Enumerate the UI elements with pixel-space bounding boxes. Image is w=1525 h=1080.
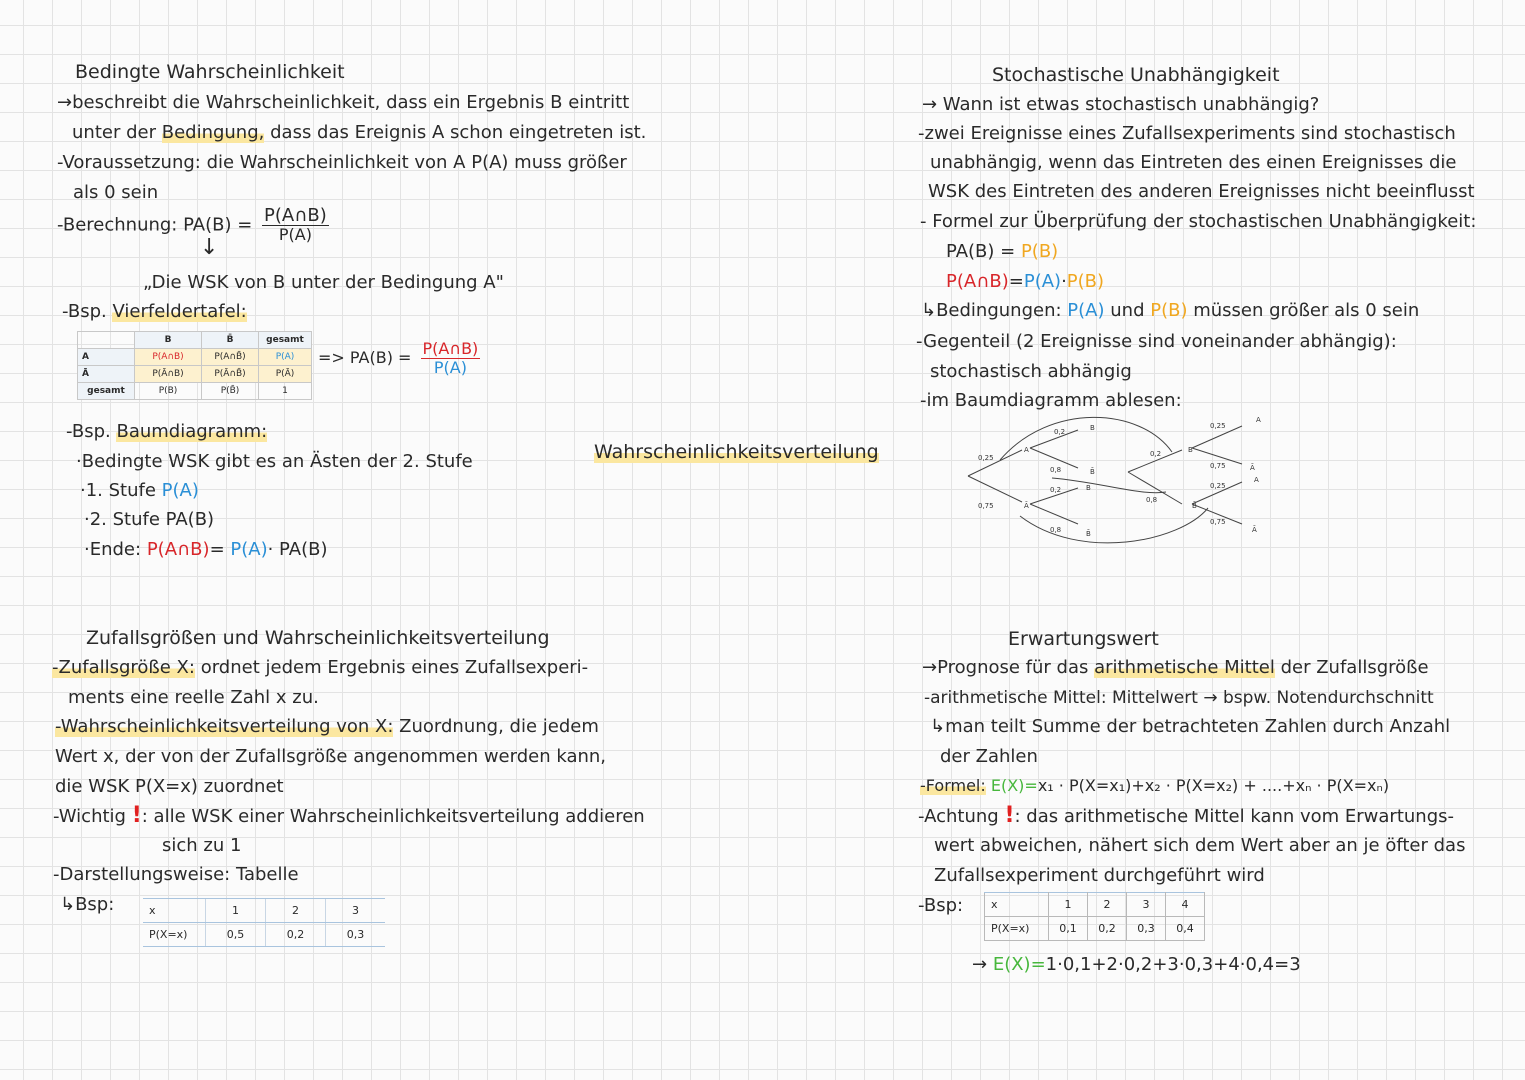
text-line: ↳Bsp: xyxy=(60,894,115,915)
text-line: ↳Bedingungen: P(A) und P(B) müssen größer als 0 sein xyxy=(921,300,1420,321)
tree-prob: 0,25 xyxy=(1210,422,1226,430)
formula-line: PA(B) = P(B) xyxy=(946,241,1059,262)
tree-prob: 0,2 xyxy=(1150,450,1162,458)
tree-node: A xyxy=(1024,446,1029,454)
text-line: -Bsp. Baumdiagramm: xyxy=(66,421,268,442)
tree-prob: 0,2 xyxy=(1054,428,1066,436)
warning-icon: ! xyxy=(1004,803,1015,828)
tree-prob: 0,2 xyxy=(1050,486,1062,494)
tree-prob: 0,75 xyxy=(1210,462,1226,470)
text-line: -Bsp. Vierfeldertafel: xyxy=(62,301,247,322)
section-title: Bedingte Wahrscheinlichkeit xyxy=(75,61,345,83)
tree-prob: 0,8 xyxy=(1146,496,1158,504)
tree-branch xyxy=(968,476,1022,502)
tree-node: B xyxy=(1086,484,1091,492)
text-line: ·1. Stufe P(A) xyxy=(80,480,199,501)
baumdiagramm-figure xyxy=(960,412,1280,544)
warning-icon: ! xyxy=(131,803,142,828)
text-line: WSK des Eintreten des anderen Ereignisses nicht beeinflusst xyxy=(928,181,1475,202)
formula-line: P(A∩B)=P(A)·P(B) xyxy=(946,271,1105,292)
arrow-down-icon: ↓ xyxy=(200,235,219,260)
text-line: als 0 sein xyxy=(73,182,159,203)
tree-node: A xyxy=(1254,476,1259,484)
text-line: -Voraussetzung: die Wahrscheinlichkeit von A P(A) muss größer xyxy=(57,152,627,173)
formula-line: -Formel: E(X)=x₁ · P(X=x₁)+x₂ · P(X=x₂) + ....+xₙ · P(X=xₙ) xyxy=(920,776,1390,795)
text-line: → Wann ist etwas stochastisch unabhängig? xyxy=(922,94,1320,115)
tree-node: B̄ xyxy=(1192,502,1197,510)
tree-node: Ā xyxy=(1252,526,1257,534)
text-line: ments eine reelle Zahl x zu. xyxy=(68,687,319,708)
tree-prob: 0,25 xyxy=(978,454,994,462)
text-line: -Bsp: xyxy=(918,895,964,916)
tree-branch xyxy=(1030,448,1078,468)
text-line: -Darstellungsweise: Tabelle xyxy=(53,864,299,885)
text-line: -Achtung !: das arithmetische Mittel kann vom Erwartungs- xyxy=(918,803,1455,828)
center-title: Wahrscheinlichkeitsverteilung xyxy=(594,441,879,463)
text-line: →beschreibt die Wahrscheinlichkeit, dass ein Ergebnis B eintritt xyxy=(57,92,630,113)
formula-berechnung: -Berechnung: PA(B) = $\frac{P(A\cap B)}{P(A)}$ xyxy=(57,205,327,244)
vierfeldertafel: B B̄ gesamt A P(A∩B) P(A∩B̄) P(A) Ā P(Ā∩B) P(Ā∩B̄) P(Ā) gesamt P(B) P(B̄) 1 xyxy=(77,331,312,400)
text-line: -Zufallsgröße X: ordnet jedem Ergebnis eines Zufallsexperi- xyxy=(52,657,589,678)
text-line: -zwei Ereignisse eines Zufallsexperiments sind stochastisch xyxy=(918,123,1456,144)
tree-prob: 0,8 xyxy=(1050,466,1062,474)
text-line: unabhängig, wenn das Eintreten des einen Ereignisses die xyxy=(930,152,1457,173)
tree-prob: 0,75 xyxy=(1210,518,1226,526)
tree-node: A xyxy=(1256,416,1261,424)
formula-vierfelder: => PA(B) = $\frac{P(A\cap B)}{P(A)}$ xyxy=(318,339,479,377)
text-line: -Wahrscheinlichkeitsverteilung von X: Zuordnung, die jedem xyxy=(55,716,599,737)
erwartungswert-table: x 1 2 3 4 P(X=x) 0,1 0,2 0,3 0,4 xyxy=(984,892,1205,941)
tree-node: B xyxy=(1090,424,1095,432)
tree-prob: 0,8 xyxy=(1050,526,1062,534)
text-line: ·2. Stufe PA(B) xyxy=(84,509,215,530)
tree-prob: 0,75 xyxy=(978,502,994,510)
text-line: wert abweichen, nähert sich dem Wert aber an je öfter das xyxy=(934,835,1466,856)
text-line: unter der Bedingung, dass das Ereignis A schon eingetreten ist. xyxy=(72,122,647,143)
tree-node: B xyxy=(1188,446,1193,454)
result-line: → E(X)=1·0,1+2·0,2+3·0,3+4·0,4=3 xyxy=(972,954,1301,975)
tree-node: Ā xyxy=(1250,464,1255,472)
tree-prob: 0,25 xyxy=(1210,482,1226,490)
section-title: Erwartungswert xyxy=(1008,628,1159,650)
text-line: sich zu 1 xyxy=(162,835,242,856)
tree-branch xyxy=(968,450,1022,476)
text-line: -Gegenteil (2 Ereignisse sind voneinander abhängig): xyxy=(916,331,1397,352)
text-line: -Wichtig !: alle WSK einer Wahrscheinlichkeitsverteilung addieren xyxy=(53,803,645,828)
text-line: stochastisch abhängig xyxy=(930,361,1132,382)
tree-branch xyxy=(1030,504,1078,524)
verteilung-table: x 1 2 3 P(X=x) 0,5 0,2 0,3 xyxy=(143,898,385,947)
text-quote: „Die WSK von B unter der Bedingung A" xyxy=(143,272,504,293)
text-line: der Zahlen xyxy=(940,746,1038,767)
text-line: Zufallsexperiment durchgeführt wird xyxy=(934,865,1265,886)
section-title: Zufallsgrößen und Wahrscheinlichkeitsverteilung xyxy=(86,627,550,649)
tree-curve xyxy=(1020,508,1208,543)
tree-node: B̄ xyxy=(1090,468,1095,476)
text-line: →Prognose für das arithmetische Mittel der Zufallsgröße xyxy=(922,657,1429,678)
text-line: Wert x, der von der Zufallsgröße angenommen werden kann, xyxy=(55,746,607,767)
text-line: ·Ende: P(A∩B)= P(A)· PA(B) xyxy=(84,539,328,560)
text-line: -im Baumdiagramm ablesen: xyxy=(920,390,1182,411)
text-line: - Formel zur Überprüfung der stochastischen Unabhängigkeit: xyxy=(920,211,1477,232)
text-line: -arithmetische Mittel: Mittelwert → bspw. Notendurchschnitt xyxy=(924,688,1434,708)
tree-node: Ā xyxy=(1024,502,1029,510)
tree-node: B̄ xyxy=(1086,530,1091,538)
section-title: Stochastische Unabhängigkeit xyxy=(992,64,1280,86)
text-line: ↳man teilt Summe der betrachteten Zahlen durch Anzahl xyxy=(930,716,1451,737)
text-line: ·Bedingte WSK gibt es an Ästen der 2. Stufe xyxy=(76,451,473,472)
text-line: die WSK P(X=x) zuordnet xyxy=(55,776,284,797)
